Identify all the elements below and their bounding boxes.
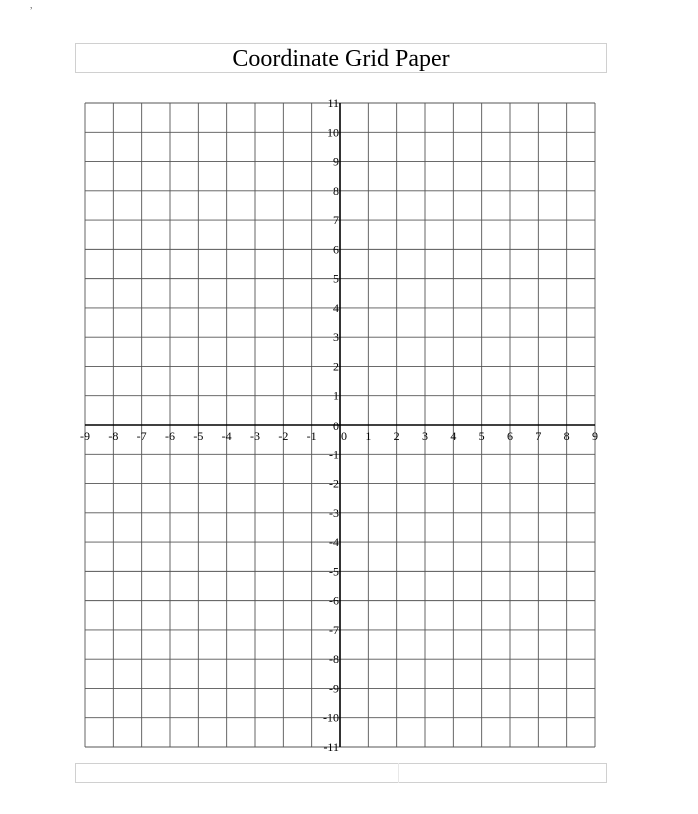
x-tick-label: 2: [393, 429, 400, 443]
x-tick-label: -7: [136, 429, 147, 443]
y-tick-label: -6: [329, 593, 339, 608]
y-tick-label: 0: [333, 419, 339, 433]
y-tick-label: 7: [333, 213, 339, 228]
x-tick-label: -4: [221, 429, 232, 443]
x-tick-label: -6: [165, 429, 175, 443]
y-tick-label: 5: [333, 271, 339, 286]
y-tick-label: -10: [323, 710, 339, 725]
x-tick-label: -1: [306, 429, 317, 443]
x-tick-label: 3: [422, 429, 428, 443]
x-tick-label: 4: [450, 429, 457, 443]
footer-divider: [398, 763, 399, 783]
x-tick-label: 9: [592, 429, 598, 443]
y-tick-label: -3: [329, 505, 339, 520]
y-tick-label: -8: [329, 652, 339, 667]
y-tick-label: 3: [333, 330, 339, 345]
x-tick-label: -3: [250, 429, 260, 443]
x-tick-label: -5: [193, 429, 204, 443]
y-tick-label: 8: [333, 183, 339, 198]
footer-box: [75, 763, 607, 783]
y-tick-label: 10: [327, 125, 339, 140]
y-tick-label: -9: [329, 681, 339, 696]
y-tick-label: 2: [333, 359, 339, 374]
corner-mark: ,: [30, 0, 33, 11]
y-tick-label: 9: [333, 154, 339, 169]
y-tick-label: -7: [329, 622, 339, 637]
y-tick-label: -2: [329, 476, 339, 491]
y-tick-label: -11: [323, 740, 339, 754]
y-tick-label: -1: [329, 447, 339, 462]
x-tick-label: 8: [563, 429, 570, 443]
y-tick-label: 4: [333, 300, 339, 315]
x-tick-label: -8: [108, 429, 119, 443]
y-tick-label: 11: [327, 96, 339, 110]
x-tick-label: 5: [478, 429, 485, 443]
y-tick-label: -5: [329, 564, 339, 579]
y-tick-label: 6: [333, 242, 339, 257]
y-tick-label: 1: [333, 388, 339, 403]
x-tick-label: 7: [535, 429, 542, 443]
x-tick-label: -9: [80, 429, 90, 443]
x-tick-label: 6: [507, 429, 513, 443]
x-tick-label: -2: [278, 429, 289, 443]
x-tick-label: 1: [365, 429, 372, 443]
page-title: Coordinate Grid Paper: [232, 46, 450, 72]
x-tick-label: 0: [341, 429, 347, 443]
y-tick-label: -4: [329, 535, 339, 550]
